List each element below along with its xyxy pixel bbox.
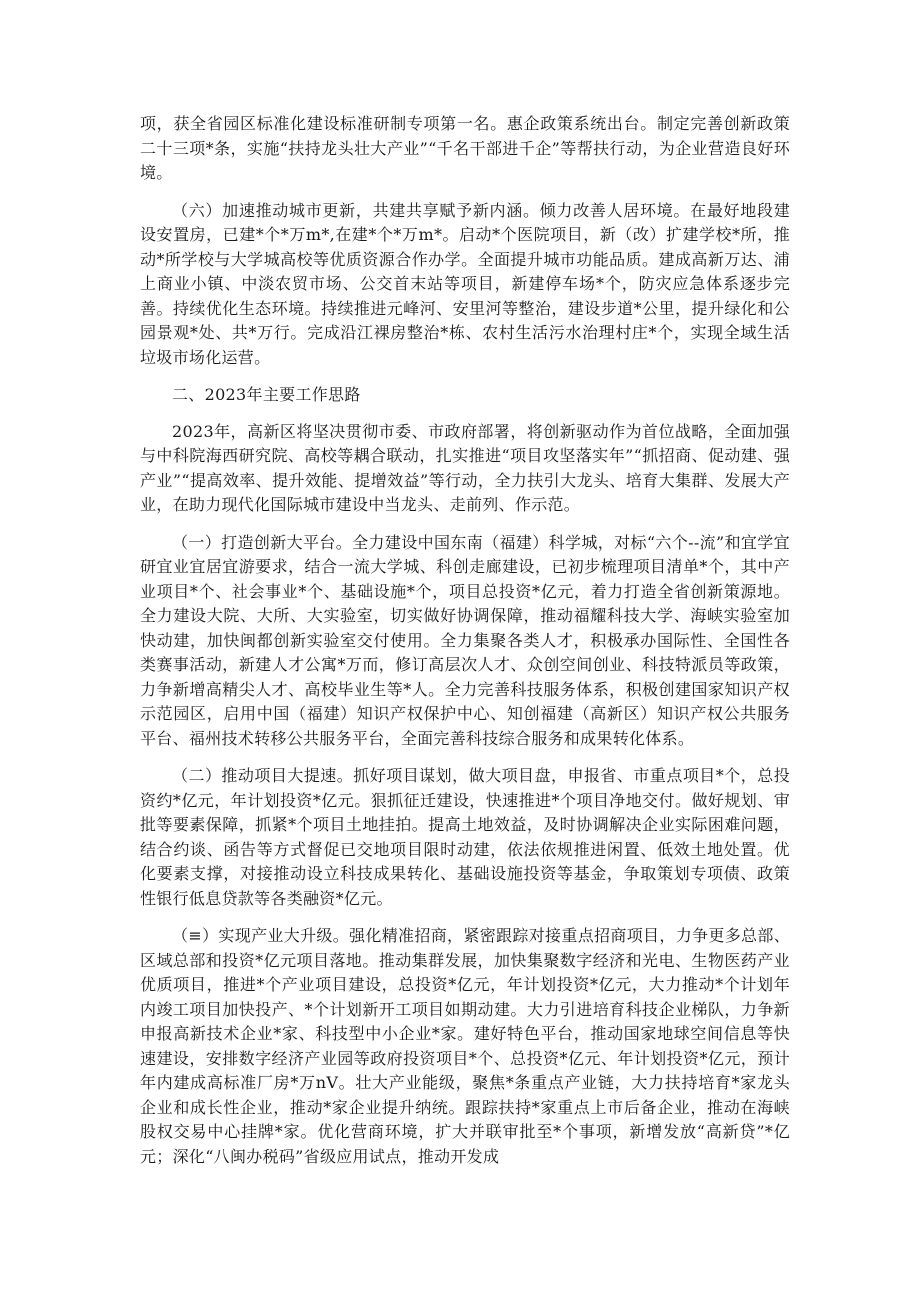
paragraph-item-one: （一）打造创新大平台。全力建设中国东南（福建）科学城，对标“六个--流”和宜学宜研宜业宜居宜游要求，结合一流大学城、科创走廊建设，已初步梳理项目清单*个，其中产业项目*个、社会事业*个、基础设施*个，项目总投资*亿元，着力打造全省创新策源地。全力建设大院、大所、大实验室，切实做好协调保障，推动福耀科技大学、海峡实验室加快动建，加快闽都创新实验室交付使用。全力集聚各类人才，积极承办国际性、全国性各类赛事活动，新建人才公寓*万而，修订高层次人才、众创空间创业、科技特派员等政策，力争新增高精尖人才、高校毕业生等*人。全力完善科技服务体系，积极创建国家知识产权示范园区，启用中国（福建）知识产权保护中心、知创福建（高新区）知识产权公共服务平台、福州技术转移公共服务平台，全面完善科技综合服务和成果转化体系。 [140, 532, 790, 748]
paragraph-continuation: 项，获全省园区标准化建设标准研制专项第一名。惠企政策系统出台。制定完善创新政策二十三项*条，实施“扶持龙头壮大产业”“千名干部进千企”等帮扶行动，为企业营造良好环境。 [140, 114, 790, 182]
paragraph-item-three: （≡）实现产业大升级。强化精准招商，紧密跟踪对接重点招商项目，力争更多总部、区域总部和投资*亿元项目落地。推动集群发展，加快集聚数字经济和光电、生物医药产业优质项目，推进*个产业项目建设，总投资*亿元，年计划投资*亿元，大力推动*个计划年内竣工项目加快投产、*个计划新开工项目如期动建。大力引进培育科技企业梯队，力争新申报高新技术企业*家、科技型中小企业*家。建好特色平台，推动国家地球空间信息等快速建设，安排数字经济产业园等政府投资项目*个、总投资*亿元、年计划投资*亿元，预计年内建成高标准厂房*万nV。壮大产业能级，聚焦*条重点产业链，大力扶持培育*家龙头企业和成长性企业，推动*家企业提升纳统。跟踪扶持*家重点上市后备企业，推动在海峡股权交易中心挂牌*家。优化营商环境，扩大并联审批至*个事项，新增发放“高新贷”*亿元；深化“八闽办税码”省级应用试点，推动开发成 [140, 926, 790, 1166]
paragraph-2023-intro: 2023年，高新区将坚决贯彻市委、市政府部署，将创新驱动作为首位战略，全面加强与中科院海西研究院、高校等耦合联动，扎实推进“项目攻坚落实年”“抓招商、促动建、强产业”“提高效率、提升效能、提增效益”等行动，全力扶引大龙头、培育大集群、发展大产业，在助力现代化国际城市建设中当龙头、走前列、作示范。 [140, 421, 790, 514]
paragraph-section-six: （六）加速推动城市更新，共建共享赋予新内涵。倾力改善人居环境。在最好地段建设安置房，已建*个*万m*,在建*个*万m*。启动*个医院项目，新（改）扩建学校*所，推动*所学校与大学城高校等优质资源合作办学。全面提升城市功能品质。建成高新万达、浦上商业小镇、中淡农贸市场、公交首末站等项目，新建停车场*个，防灾应急体系逐步完善。持续优化生态环境。持续推进元峰河、安里河等整治，建设步道*公里，提升绿化和公园景观*处、共*万行。完成沿江裸房整治*栋、农村生活污水治理村庄*个，实现全域生活垃圾市场化运营。 [140, 200, 790, 367]
document-body [140, 112, 790, 1182]
paragraph-item-two: （二）推动项目大提速。抓好项目谋划，做大项目盘，申报省、市重点项目*个，总投资约*亿元，年计划投资*亿元。狠抓征迁建设，快速推进*个项目净地交付。做好规划、审批等要素保障，抓紧*个项目土地挂拍。提高土地效益，及时协调解决企业实际困难问题，结合约谈、函告等方式督促已交地项目限时动建，依法依规推进闲置、低效土地处置。优化要素支撑，对接推动设立科技成果转化、基础设施投资等基金，争取策划专项债、政策性银行低息贷款等各类融资*亿元。 [140, 766, 790, 908]
section-heading-2023: 二、2023年主要工作思路 [172, 385, 361, 404]
